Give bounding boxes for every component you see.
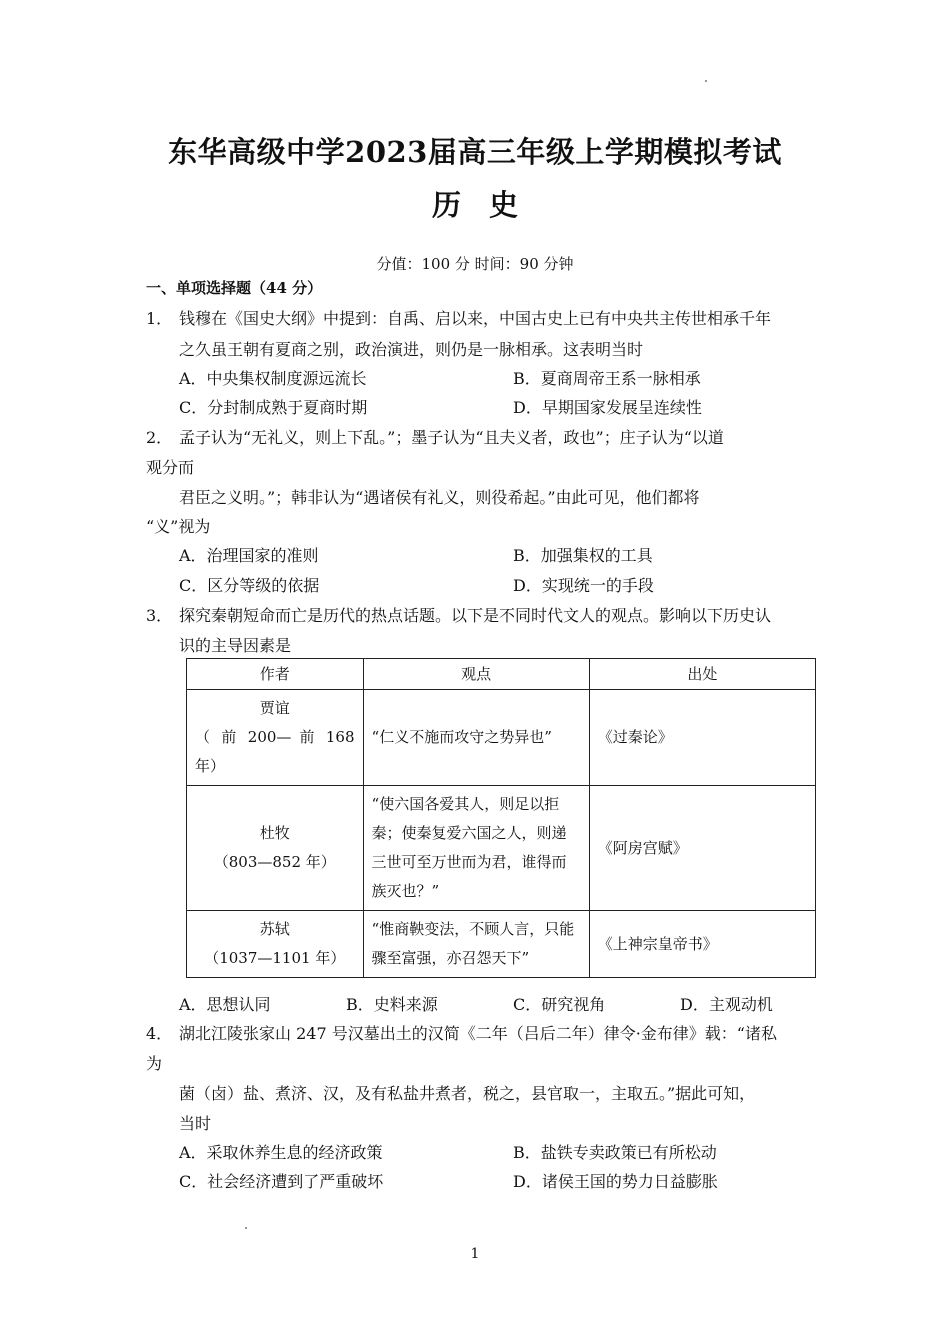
author-name: 贾谊: [259, 699, 290, 717]
question-1-number: 1．: [146, 309, 173, 328]
question-4-option-b[interactable]: B．盐铁专卖政策已有所松动: [513, 1143, 717, 1162]
table-row: [187, 786, 816, 911]
question-4-text-line-1: 湖北江陵张家山 247 号汉墓出土的汉简《二年（吕后二年）律令·金布律》载：“诸私: [179, 1024, 777, 1043]
table-cell-author: [187, 690, 364, 786]
question-1-text-line-2: 之久虽王朝有夏商之别，政治演进，则仍是一脉相承。这表明当时: [179, 340, 644, 359]
question-2-text-line-3: 君臣之义明。”；韩非认为“遇诸侯有礼义，则役希起。”由此可见，他们都将: [179, 488, 700, 507]
table-row: [187, 690, 816, 786]
question-3-option-d[interactable]: D．主观动机: [680, 995, 773, 1014]
author-years-cont: 年）: [195, 757, 226, 775]
question-4-option-c[interactable]: C．社会经济遭到了严重破坏: [179, 1172, 384, 1191]
table-cell-source: 《过秦论》: [589, 690, 815, 786]
exam-title: 东华高级中学2023届高三年级上学期模拟考试: [168, 135, 782, 169]
question-3-option-a[interactable]: A．思想认同: [179, 995, 271, 1014]
question-1-text-line-1: 钱穆在《国史大纲》中提到：自禹、启以来，中国古史上已有中央共主传世相承千年: [179, 309, 772, 328]
question-1-option-a[interactable]: A．中央集权制度源远流长: [179, 369, 367, 388]
table-header-author: 作者: [187, 659, 364, 690]
page-number: 1: [470, 1246, 480, 1262]
question-2-text-line-4: “义”视为: [146, 517, 211, 536]
author-years: （ 前 200— 前 168: [195, 728, 355, 746]
question-3-table: [186, 658, 816, 978]
question-3-text-line-1: 探究秦朝短命而亡是历代的热点话题。以下是不同时代文人的观点。影响以下历史认: [179, 606, 772, 625]
question-4-number: 4．: [146, 1024, 173, 1043]
table-cell-source: 《上神宗皇帝书》: [589, 911, 815, 978]
section-heading: 一、单项选择题（44 分）: [146, 279, 323, 297]
question-3-option-c[interactable]: C．研究视角: [513, 995, 606, 1014]
question-2-option-c[interactable]: C．区分等级的依据: [179, 576, 320, 595]
author-name: 杜牧: [259, 824, 290, 842]
question-2-text-line-1: 孟子认为“无礼义，则上下乱。”；墨子认为“且夫义者，政也”；庄子认为“以道: [179, 428, 724, 447]
question-1-option-b[interactable]: B．夏商周帝王系一脉相承: [513, 369, 701, 388]
table-header-row: [187, 659, 816, 690]
question-3-number: 3．: [146, 606, 173, 625]
question-3-option-b[interactable]: B．史料来源: [346, 995, 438, 1014]
question-2-option-d[interactable]: D．实现统一的手段: [513, 576, 654, 595]
question-1-option-d[interactable]: D．早期国家发展呈连续性: [513, 398, 702, 417]
table-cell-author: [187, 786, 364, 911]
table-header-source: 出处: [589, 659, 815, 690]
scan-speck: [245, 1227, 247, 1229]
table-cell-view: “仁义不施而攻守之势异也”: [363, 690, 589, 786]
table-row: [187, 911, 816, 978]
table-cell-view: “使六国各爱其人，则足以拒秦；使秦复爱六国之人，则递三世可至万世而为君，谁得而族灭也？”: [363, 786, 589, 911]
exam-subject: 历史: [431, 188, 546, 222]
author-years: （803—852 年）: [213, 853, 336, 871]
table-header-view: 观点: [363, 659, 589, 690]
question-4-option-a[interactable]: A．采取休养生息的经济政策: [179, 1143, 383, 1162]
author-years: （1037—1101 年）: [204, 949, 346, 967]
exam-meta: 分值：100 分 时间：90 分钟: [376, 255, 574, 273]
question-1-option-c[interactable]: C．分封制成熟于夏商时期: [179, 398, 368, 417]
question-2-option-b[interactable]: B．加强集权的工具: [513, 546, 653, 565]
question-4-option-d[interactable]: D．诸侯王国的势力日益膨胀: [513, 1172, 718, 1191]
table-cell-author: [187, 911, 364, 978]
table-cell-source: 《阿房宫赋》: [589, 786, 815, 911]
scan-speck: [705, 80, 707, 82]
table-cell-view: “惟商鞅变法，不顾人言，只能骤至富强，亦召怨天下”: [363, 911, 589, 978]
question-2-option-a[interactable]: A．治理国家的准则: [179, 546, 319, 565]
author-name: 苏轼: [259, 920, 290, 938]
question-3-text-line-2: 识的主导因素是: [179, 636, 292, 655]
question-4-text-line-4: 当时: [179, 1114, 212, 1133]
question-2-number: 2．: [146, 428, 173, 447]
question-2-text-line-2: 观分而: [146, 458, 195, 477]
question-4-text-line-3: 菌（卤）盐、煮济、汉，及有私盐井煮者，税之，县官取一，主取五。”据此可知，: [179, 1084, 756, 1103]
question-4-text-line-2: 为: [146, 1054, 163, 1073]
